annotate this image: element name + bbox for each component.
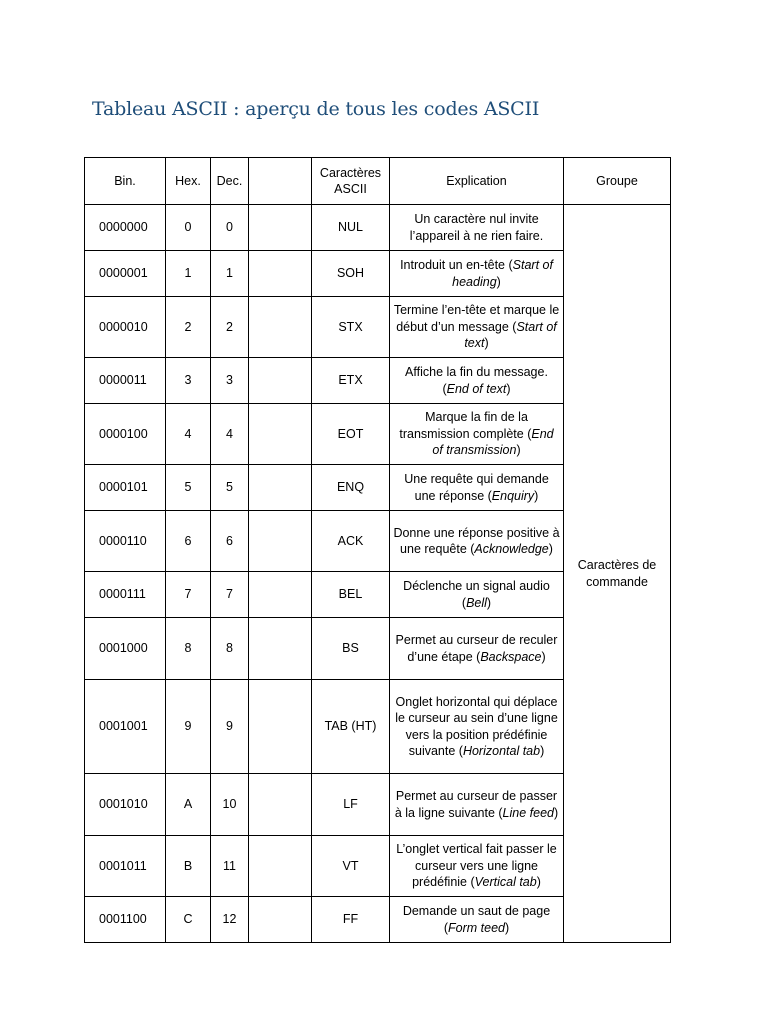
header-dec: Dec. [211, 158, 249, 205]
cell-hex: 7 [166, 572, 211, 618]
cell-dec: 12 [211, 897, 249, 943]
explication-closing: ) [541, 649, 546, 664]
cell-explication [390, 358, 564, 404]
explication-english-term: Form teed [448, 920, 505, 935]
explication-closing: ) [486, 595, 492, 610]
cell-char: ACK [312, 511, 390, 572]
page-title: Tableau ASCII : aperçu de tous les codes ASCII [92, 98, 540, 120]
cell-blank [249, 572, 312, 618]
header-blank [249, 158, 312, 205]
explication-text: Permet au curseur de reculer d’une étape ( [395, 633, 558, 664]
cell-explication [390, 404, 564, 465]
cell-blank [249, 836, 312, 897]
cell-char: NUL [312, 205, 390, 251]
cell-groupe: Caractères de commande [564, 205, 671, 943]
cell-char: ENQ [312, 465, 390, 511]
header-explication: Explication [390, 158, 564, 205]
cell-blank [249, 465, 312, 511]
cell-hex: 1 [166, 251, 211, 297]
cell-blank [249, 511, 312, 572]
cell-hex: 4 [166, 404, 211, 465]
cell-explication [390, 774, 564, 836]
header-row [85, 158, 671, 205]
cell-dec: 3 [211, 358, 249, 404]
cell-char: LF [312, 774, 390, 836]
header-groupe: Groupe [564, 158, 671, 205]
explication-closing: ) [553, 805, 559, 820]
explication-text: Déclenche un signal audio ( [403, 579, 550, 610]
header-hex: Hex. [166, 158, 211, 205]
explication-text: Un caractère nul invite l’appareil à ne rien faire. [409, 212, 544, 243]
explication-english-term: Horizontal tab [462, 744, 541, 758]
cell-bin: 0001000 [85, 618, 166, 680]
explication-english-term: Enquiry [491, 488, 535, 503]
cell-bin: 0000100 [85, 404, 166, 465]
cell-bin: 0001010 [85, 774, 166, 836]
explication-english-term: Line feed [502, 805, 554, 820]
header-bin: Bin. [85, 158, 166, 205]
cell-hex: 0 [166, 205, 211, 251]
cell-bin: 0000001 [85, 251, 166, 297]
cell-blank [249, 897, 312, 943]
cell-dec: 5 [211, 465, 249, 511]
cell-char: FF [312, 897, 390, 943]
cell-hex: 5 [166, 465, 211, 511]
cell-explication [390, 511, 564, 572]
cell-char: BEL [312, 572, 390, 618]
explication-closing: ) [534, 488, 539, 503]
explication-english-term: End of transmission [432, 426, 554, 458]
cell-explication [390, 465, 564, 511]
explication-text: Introduit un en-tête ( [400, 258, 513, 272]
cell-dec: 6 [211, 511, 249, 572]
cell-dec: 1 [211, 251, 249, 297]
explication-closing: ) [540, 744, 545, 758]
cell-dec: 0 [211, 205, 249, 251]
explication-english-term: Backspace [480, 649, 542, 664]
cell-blank [249, 680, 312, 774]
explication-closing: ) [506, 381, 511, 396]
explication-text: L’onglet vertical fait passer le curseur vers une ligne prédéfinie ( [396, 842, 557, 890]
explication-text: Affiche la fin du message. ( [405, 365, 548, 396]
cell-explication [390, 572, 564, 618]
explication-text: Donne une réponse positive à une requête ( [393, 525, 560, 556]
explication-text: Une requête qui demande une réponse ( [404, 472, 549, 503]
explication-closing: ) [484, 336, 489, 351]
cell-dec: 11 [211, 836, 249, 897]
explication-english-term: Start of text [464, 319, 557, 351]
explication-english-term: Bell [466, 595, 487, 610]
cell-bin: 0001001 [85, 680, 166, 774]
explication-text: Marque la fin de la transmission complète ( [399, 410, 532, 441]
cell-char: SOH [312, 251, 390, 297]
cell-char: STX [312, 297, 390, 358]
cell-hex: 9 [166, 680, 211, 774]
explication-closing: ) [536, 875, 541, 890]
cell-dec: 4 [211, 404, 249, 465]
table-row [85, 205, 671, 251]
explication-text: Termine l’en-tête et marque le début d’un message ( [393, 303, 560, 334]
cell-blank [249, 297, 312, 358]
cell-explication [390, 205, 564, 251]
cell-bin: 0000000 [85, 205, 166, 251]
cell-blank [249, 251, 312, 297]
cell-dec: 8 [211, 618, 249, 680]
cell-bin: 0000110 [85, 511, 166, 572]
cell-bin: 0000011 [85, 358, 166, 404]
cell-blank [249, 404, 312, 465]
cell-hex: 3 [166, 358, 211, 404]
cell-char: VT [312, 836, 390, 897]
ascii-table [84, 157, 671, 943]
cell-char: BS [312, 618, 390, 680]
cell-explication [390, 618, 564, 680]
cell-dec: 7 [211, 572, 249, 618]
explication-text: Onglet horizontal qui déplace le curseur au sein d’une ligne vers la position prédéfinie suivante ( [395, 694, 558, 758]
cell-hex: A [166, 774, 211, 836]
cell-blank [249, 358, 312, 404]
cell-hex: 8 [166, 618, 211, 680]
header-char: Caractères ASCII [312, 158, 390, 205]
cell-explication [390, 897, 564, 943]
explication-closing: ) [516, 443, 521, 458]
cell-dec: 10 [211, 774, 249, 836]
cell-hex: 2 [166, 297, 211, 358]
cell-bin: 0000101 [85, 465, 166, 511]
cell-hex: C [166, 897, 211, 943]
cell-blank [249, 774, 312, 836]
explication-text: Permet au curseur de passer à la ligne suivante ( [394, 789, 558, 820]
cell-explication [390, 251, 564, 297]
explication-closing: ) [496, 274, 501, 289]
cell-explication [390, 836, 564, 897]
explication-english-term: Vertical tab [474, 875, 537, 890]
cell-char: ETX [312, 358, 390, 404]
explication-closing: ) [548, 542, 553, 556]
explication-english-term: Acknowledge [474, 542, 549, 556]
cell-hex: 6 [166, 511, 211, 572]
cell-explication [390, 680, 564, 774]
cell-explication [390, 297, 564, 358]
cell-blank [249, 618, 312, 680]
cell-dec: 9 [211, 680, 249, 774]
cell-bin: 0000010 [85, 297, 166, 358]
cell-bin: 0001011 [85, 836, 166, 897]
cell-bin: 0000111 [85, 572, 166, 618]
cell-char: EOT [312, 404, 390, 465]
cell-bin: 0001100 [85, 897, 166, 943]
explication-text: Demande un saut de page ( [402, 904, 551, 935]
explication-english-term: End of text [446, 381, 507, 396]
explication-english-term: Start of heading [452, 258, 553, 289]
explication-closing: ) [504, 920, 510, 935]
cell-blank [249, 205, 312, 251]
cell-char: TAB (HT) [312, 680, 390, 774]
cell-dec: 2 [211, 297, 249, 358]
cell-hex: B [166, 836, 211, 897]
